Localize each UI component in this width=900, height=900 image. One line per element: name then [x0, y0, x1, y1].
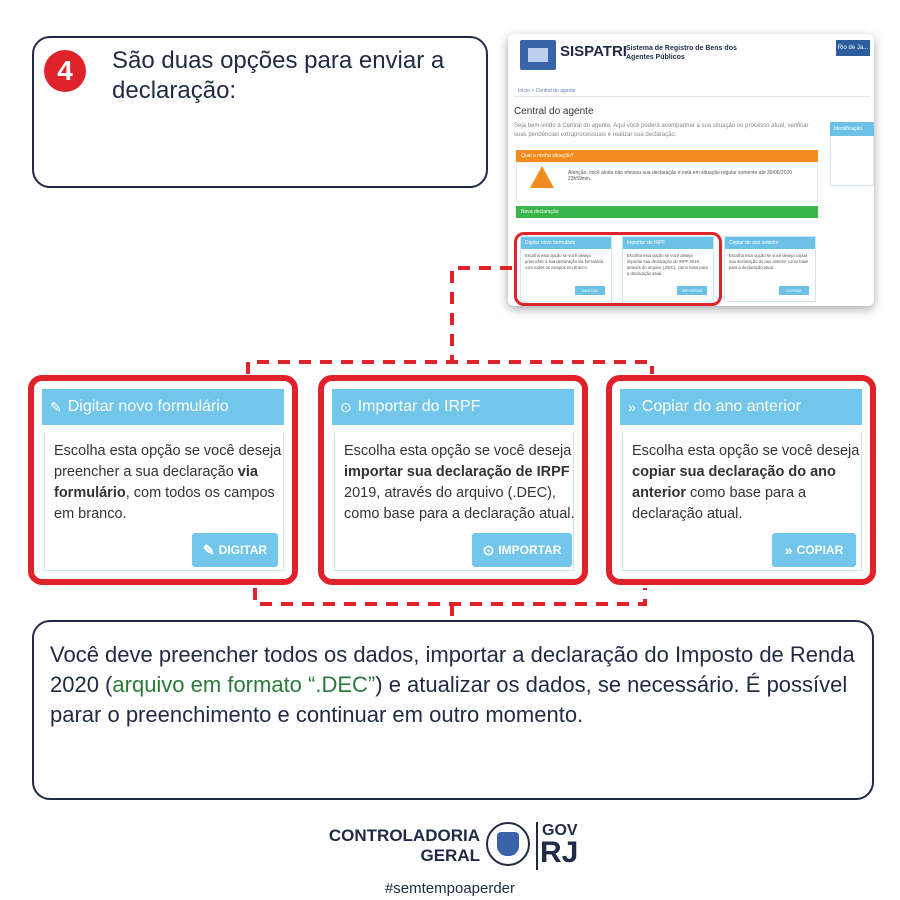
- button-label: IMPORTAR: [498, 543, 562, 557]
- thumb-rj-badge: Rio de Ja...: [836, 40, 870, 56]
- card-text-post: como base para a declaração atual.: [632, 485, 807, 522]
- thumb-system-name: SISPATRI: [560, 43, 627, 60]
- info-text-pre: Você deve preencher todos os dados, importar a declaração do Imposto de Renda 2020 (: [50, 642, 855, 697]
- card-header: [42, 389, 284, 425]
- card-importar: [318, 375, 588, 585]
- thumb-breadcrumb[interactable]: Início > Central do agente: [518, 88, 576, 94]
- copiar-button[interactable]: [772, 533, 856, 567]
- thumb-new-declaration-header: Nova declaração: [516, 206, 818, 218]
- card-text-bold: copiar sua declaração do ano anterior: [632, 464, 836, 501]
- step-title: São duas opções para enviar a declaração:: [112, 47, 445, 104]
- card-digitar: [28, 375, 298, 585]
- info-text: [50, 640, 870, 730]
- connector-top: [248, 362, 652, 374]
- importar-button[interactable]: [472, 533, 572, 567]
- card-title: Digitar novo formulário: [67, 398, 229, 415]
- thumb-mini-card-copiar: [724, 236, 816, 302]
- sispatri-logo-icon: [520, 40, 556, 70]
- warning-icon: [530, 166, 554, 188]
- thumb-mini-card-title: Importar do IRPF: [623, 237, 713, 249]
- thumb-situation-text: Atenção, você ainda não efetuou sua declaração e está em situação regular somente até 30/06/2020 23h59min.: [568, 170, 793, 182]
- gov-label: GOV: [542, 822, 578, 839]
- card-text-bold: importar sua declaração de IRPF: [344, 464, 570, 480]
- rj-label: RJ: [540, 836, 579, 869]
- import-icon: ⊙: [482, 542, 495, 558]
- card-title: Copiar do ano anterior: [641, 398, 802, 415]
- button-label: COPIAR: [796, 543, 844, 557]
- card-text: [54, 441, 286, 525]
- thumb-mini-importar-button[interactable]: IMPORTAR: [677, 286, 707, 295]
- org-name-line1: CONTROLADORIA: [328, 826, 480, 845]
- card-title: Importar do IRPF: [357, 398, 481, 415]
- card-text: [632, 441, 864, 525]
- thumb-situation-header: Qual a minha situação?: [516, 150, 818, 162]
- thumb-situation-panel: [516, 162, 818, 202]
- thumb-central-title: Central do agente: [514, 106, 594, 117]
- thumb-mini-card-text: Escolha esta opção se você deseja importar sua declaração de IRPF 2019, através do arquivo (.DEC), como base para a declaração atual.: [627, 253, 708, 276]
- import-icon: ⊙: [340, 399, 352, 415]
- info-text-highlight: arquivo em formato “.DEC”: [112, 672, 376, 697]
- coat-of-arms-shield: [497, 832, 519, 856]
- thumb-mini-card-title: Digitar novo formulário: [521, 237, 611, 249]
- step-number-badge: 4: [44, 50, 86, 92]
- connector-bottom: [255, 588, 645, 604]
- thumb-mini-card-text: Escolha esta opção se você deseja copiar sua declaração do ano anterior como base para a declaração atual.: [729, 253, 809, 270]
- card-copiar: [606, 375, 876, 585]
- fast-forward-icon: »: [784, 542, 793, 558]
- thumb-side-tab[interactable]: Identificação: [830, 122, 874, 136]
- pencil-icon: ✎: [50, 399, 62, 415]
- hashtag: #semtempoaperder: [384, 880, 516, 897]
- card-text-pre: Escolha esta opção se você deseja preencher a sua declaração: [54, 443, 282, 480]
- logo-divider: [536, 822, 538, 870]
- thumb-side-panel: [830, 136, 874, 186]
- thumb-highlight-frame: [514, 232, 722, 306]
- thumb-divider: [514, 96, 870, 97]
- card-header: [332, 389, 574, 425]
- card-text-bold: via formulário: [54, 464, 258, 501]
- connector-from-thumb: [452, 268, 512, 364]
- button-label: DIGITAR: [218, 543, 268, 557]
- thumb-mini-card-title: Copiar do ano anterior: [725, 237, 815, 249]
- thumb-mini-card-text: Escolha esta opção se você deseja preencher a sua declaração via formulário, com todos os campos em branco.: [525, 253, 605, 270]
- card-text-post: 2019, através do arquivo (.DEC), como base para a declaração atual.: [344, 485, 575, 522]
- thumb-system-subtitle: Sistema de Registro de Bens dos Agentes Públicos: [626, 45, 737, 61]
- digitar-button[interactable]: [192, 533, 278, 567]
- card-text: [344, 441, 576, 525]
- fast-forward-icon: »: [628, 399, 636, 415]
- info-text-post: ) e atualizar os dados, se necessário. É possível parar o preenchimento e continuar em outro momento.: [50, 672, 848, 727]
- card-text-pre: Escolha esta opção se você deseja: [632, 443, 860, 459]
- thumb-mini-copiar-button[interactable]: COPIAR: [779, 286, 809, 295]
- org-name-line2: GERAL: [420, 846, 480, 865]
- card-header: [620, 389, 862, 425]
- pencil-icon: ✎: [202, 542, 215, 558]
- sispatri-screenshot: [508, 34, 874, 306]
- card-text-post: , com todos os campos em branco.: [54, 485, 275, 522]
- card-text-pre: Escolha esta opção se você deseja: [344, 443, 572, 459]
- thumb-mini-digitar-button[interactable]: DIGITAR: [575, 286, 605, 295]
- thumb-central-desc: Seja bem-vindo à Central do agente. Aqui você poderá acompanhar a sua situação no processo atual, verificar suas pendências extraprocessuais e realizar sua declaração.: [514, 123, 809, 138]
